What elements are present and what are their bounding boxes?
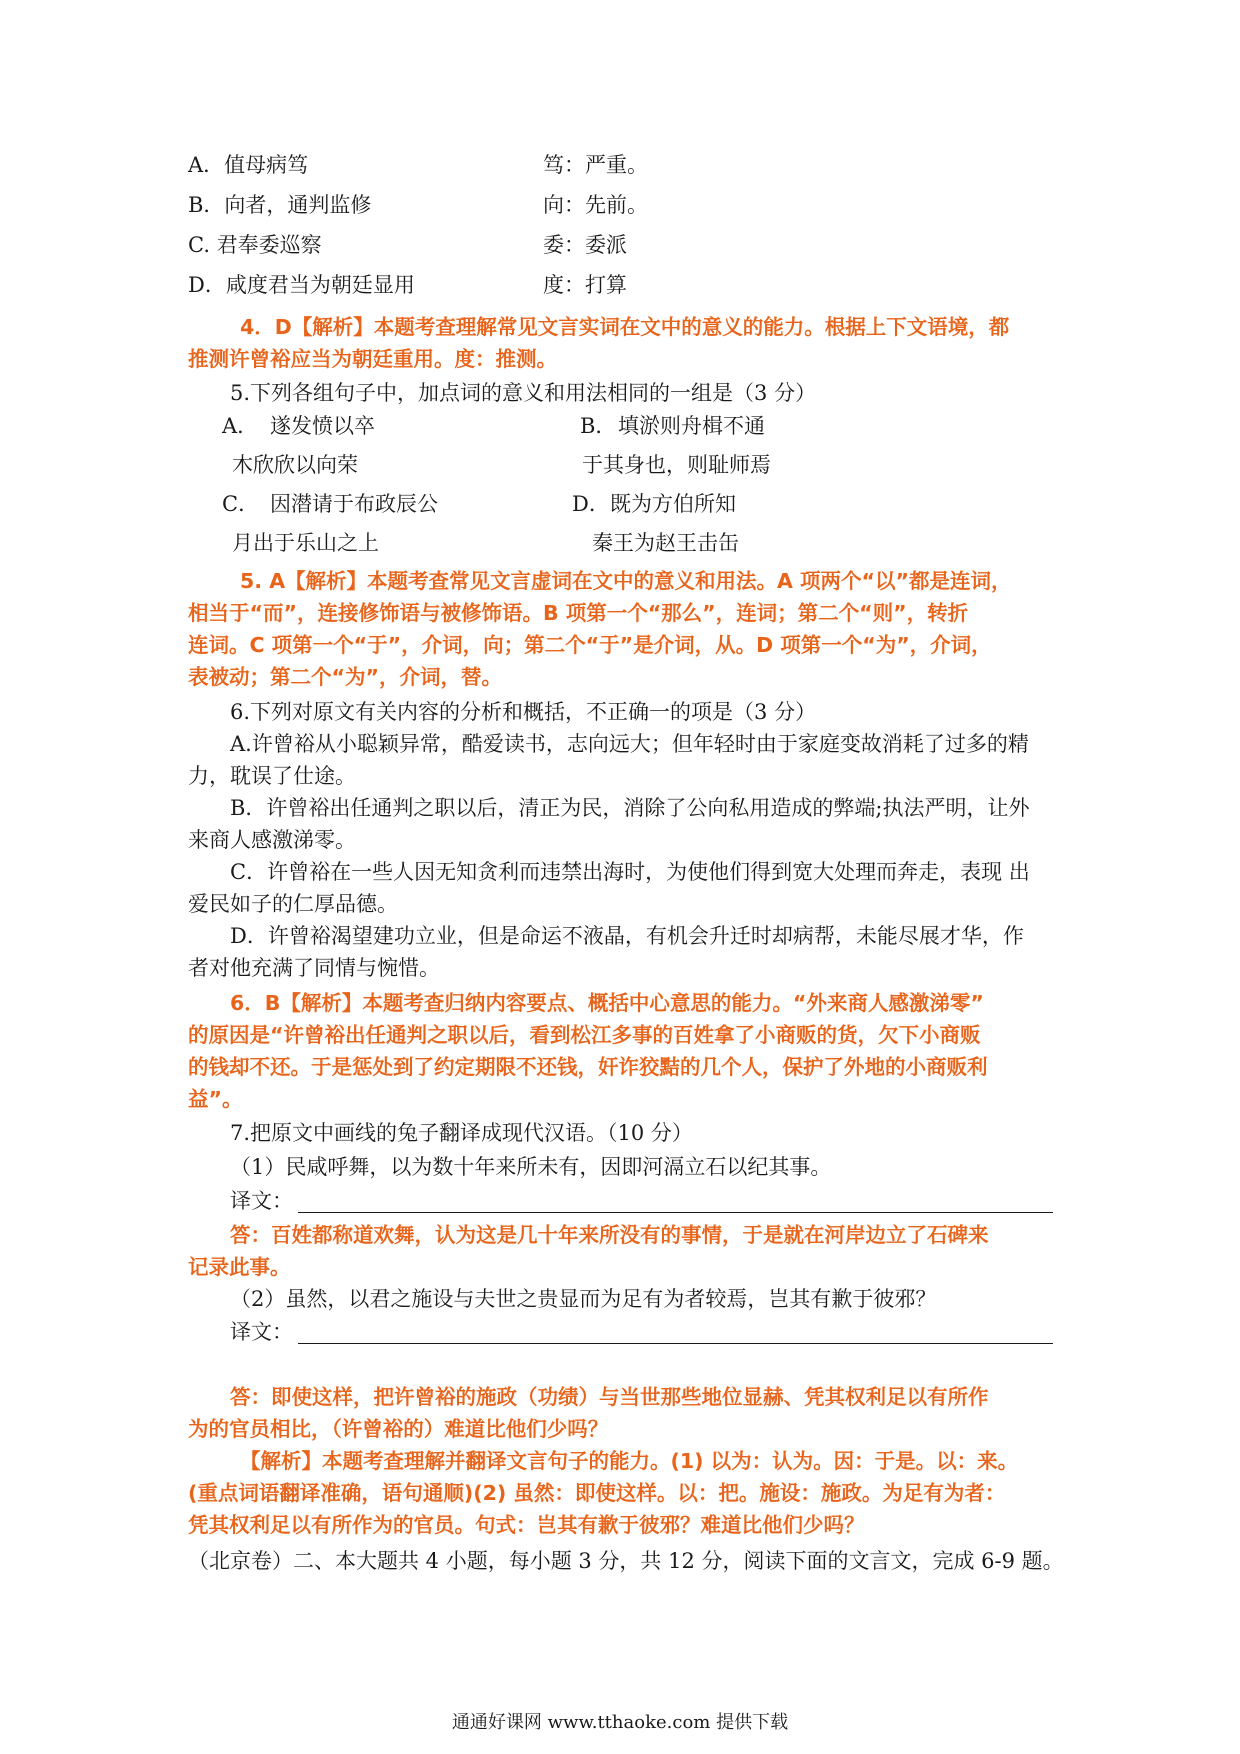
q6-option-b-line-1: B．许曾裕出任通判之职以后，清正为民，消除了公向私用造成的弊端;执法严明，让外	[230, 796, 1030, 820]
q7-answer-1-line-1: 答：百姓都称道欢舞，认为这是几十年来所没有的事情，于是就在河岸边立了石碑来	[230, 1223, 989, 1247]
q4-option-a: A．值母病笃	[188, 153, 309, 177]
q5-option-d-label: D．	[572, 492, 610, 516]
q7-answer-2-line-1: 答：即使这样，把许曾裕的施政（功绩）与当世那些地位显赫、凭其权利足以有所作	[230, 1385, 989, 1409]
q5-answer-line-1: 5. A【解析】本题考查常见文言虚词在文中的意义和用法。A 项两个“以”都是连词，	[240, 569, 1012, 593]
q5-answer-line-4: 表被动；第二个“为”，介词，替。	[188, 665, 502, 689]
q5-option-b-1: 填淤则舟楫不通	[618, 414, 765, 438]
q5-option-a-label: A．	[222, 414, 259, 438]
q6-answer-line-2: 的原因是“许曾裕出任通判之职以后，看到松江多事的百姓拿了小商贩的货，欠下小商贩	[188, 1023, 981, 1047]
q5-option-d-2: 秦王为赵王击缶	[592, 531, 739, 555]
q7-translation-blank-1[interactable]	[298, 1212, 1053, 1213]
q7-analysis-line-1: 【解析】本题考查理解并翻译文言句子的能力。(1) 以为：认为。因：于是。以：来。	[240, 1449, 1019, 1473]
q7-answer-2-line-2: 为的官员相比，（许曾裕的）难道比他们少吗？	[188, 1417, 609, 1441]
next-section-heading: （北京卷）二、本大题共 4 小题，每小题 3 分，共 12 分，阅读下面的文言文，完成 6-9 题。	[188, 1549, 1064, 1573]
q5-question: 5.下列各组句子中，加点词的意义和用法相同的一组是（3 分）	[230, 381, 817, 405]
q5-option-d-1: 既为方伯所知	[610, 492, 736, 516]
q6-answer-line-1: 6．B【解析】本题考查归纳内容要点、概括中心意思的能力。“外来商人感激涕零”	[230, 991, 984, 1015]
q5-option-c-label: C．	[222, 492, 260, 516]
q5-option-c-2: 月出于乐山之上	[232, 531, 379, 555]
q6-question: 6.下列对原文有关内容的分析和概括，不正确一的项是（3 分）	[230, 700, 817, 724]
q5-answer-line-2: 相当于“而”，连接修饰语与被修饰语。B 项第一个“那么”，连词；第二个“则”，转折	[188, 601, 969, 625]
q4-answer-line-2: 推测许曾裕应当为朝廷重用。度：推测。	[188, 347, 557, 371]
q4-option-c: C. 君奉委巡察	[188, 233, 322, 257]
q7-answer-1-line-2: 记录此事。	[188, 1255, 291, 1279]
q7-translation-blank-2[interactable]	[298, 1343, 1053, 1344]
q7-sentence-2: （2）虽然，以君之施设与夫世之贵显而为足有为者较焉，岂其有歉于彼邪？	[230, 1287, 937, 1311]
q7-analysis-line-2: (重点词语翻译准确，语句通顺)(2) 虽然：即使这样。以：把。施设：施政。为足有为者：	[188, 1481, 1006, 1505]
q6-option-c-line-1: C．许曾裕在一些人因无知贪利而违禁出海时，为使他们得到宽大处理而奔走，表现 出	[230, 860, 1030, 884]
q6-option-d-line-2: 者对他充满了同情与惋惜。	[188, 956, 440, 980]
q6-answer-line-4: 益”。	[188, 1087, 243, 1111]
q7-translation-label-2: 译文：	[230, 1320, 293, 1344]
q6-option-a-line-2: 力，耽误了仕途。	[188, 764, 356, 788]
q5-answer-line-3: 连词。C 项第一个“于”，介词，向；第二个“于”是介词，从。D 项第一个“为”，介词，	[188, 633, 992, 657]
q6-option-c-line-2: 爱民如子的仁厚品德。	[188, 892, 398, 916]
q6-option-d-line-1: D．许曾裕渴望建功立业，但是命运不液晶，有机会升迁时却病帮，未能尽展才华，作	[230, 924, 1024, 948]
q4-option-b: B．向者，通判监修	[188, 193, 372, 217]
q5-option-b-2: 于其身也，则耻师焉	[582, 453, 771, 477]
q4-option-a-gloss: 笃：严重。	[543, 153, 648, 177]
q4-option-c-gloss: 委：委派	[543, 233, 627, 257]
q5-option-a-1: 遂发愤以卒	[270, 414, 375, 438]
q4-option-d: D．咸度君当为朝廷显用	[188, 273, 415, 297]
q7-question: 7.把原文中画线的兔子翻译成现代汉语。（10 分）	[230, 1121, 693, 1145]
q5-option-c-1: 因潜请于布政辰公	[270, 492, 438, 516]
q5-option-a-2: 木欣欣以向荣	[232, 453, 358, 477]
q5-option-b-label: B．	[580, 414, 617, 438]
footer-source: 通通好课网 www.tthaoke.com 提供下载	[451, 1712, 789, 1733]
q7-translation-label-1: 译文：	[230, 1189, 293, 1213]
q4-option-b-gloss: 向：先前。	[543, 193, 648, 217]
q4-option-d-gloss: 度：打算	[543, 273, 627, 297]
q6-option-a-line-1: A.许曾裕从小聪颖异常，酷爱读书，志向远大；但年轻时由于家庭变故消耗了过多的精	[230, 732, 1029, 756]
q6-option-b-line-2: 来商人感激涕零。	[188, 828, 356, 852]
q4-answer-line-1: 4．D【解析】本题考查理解常见文言实词在文中的意义的能力。根据上下文语境，都	[240, 315, 1010, 339]
q7-analysis-line-3: 凭其权利足以有所作为的官员。句式：岂其有歉于彼邪？难道比他们少吗？	[188, 1513, 865, 1537]
q7-sentence-1: （1）民咸呼舞，以为数十年来所未有，因即河滆立石以纪其事。	[230, 1155, 832, 1179]
q6-answer-line-3: 的钱却不还。于是惩处到了约定期限不还钱，奸诈狡黠的几个人，保护了外地的小商贩利	[188, 1055, 988, 1079]
